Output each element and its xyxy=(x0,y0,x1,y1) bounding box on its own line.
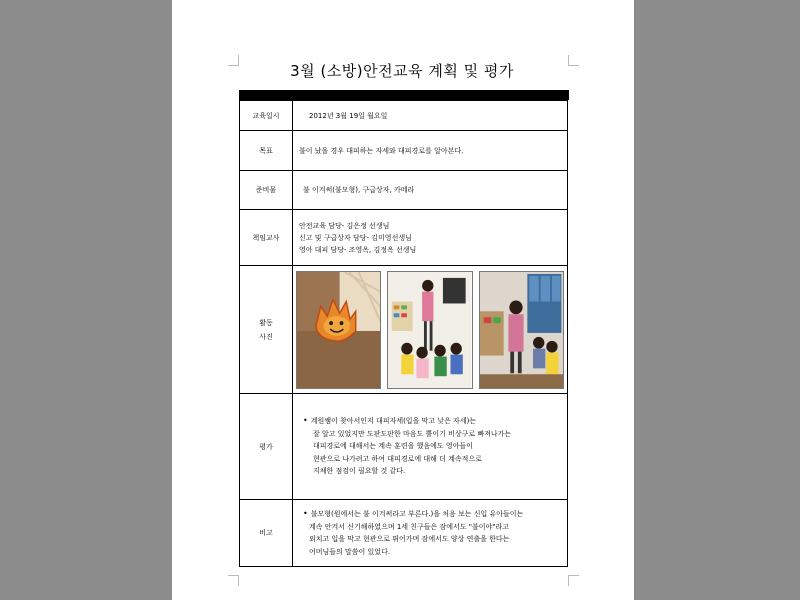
table-row xyxy=(240,394,568,500)
evaluation-content: • 계원쌤이 찾아서인지 대피자세(입을 막고 낮은 자세)는 잘 알고 있었지만 도판도판한 마음도 뿔이기 비상구로 빠져나가는 대피경로에 대해서는 계속 훈련을 했음에도 영아들이 현관으로 나가려고 하여 대피경로에 대해 더 계속적으로 지체한 점검이 필요할 것 같다. xyxy=(293,394,568,500)
table-row xyxy=(240,266,568,394)
teacher-with-children-photo xyxy=(387,271,472,389)
crop-mark xyxy=(568,575,579,586)
table-row xyxy=(240,210,568,266)
document-title: 3월 (소방)안전교육 계획 및 평가 xyxy=(290,62,514,80)
row-content: 2012년 3월 19일 월요일 xyxy=(293,101,568,131)
row-content: 불 이겨써(불모형), 구급상자, 카메라 xyxy=(293,171,568,210)
row-label: 준비물 xyxy=(240,171,293,210)
header-bar xyxy=(239,90,569,100)
table-row xyxy=(240,131,568,171)
table-row xyxy=(240,500,568,567)
fire-mascot-photo xyxy=(296,271,381,389)
row-label: 목표 xyxy=(240,131,293,171)
remarks-content: • 불모형(원에서는 불 이겨써라고 부른다.)을 처음 보는 신입 유아들이는 계속 안겨서 신기해하였으며 1세 친구들은 잠에서도 "불이야"라고 외치고 입을 막고 현관으로 뛰어가며 잠에서도 양상 연출을 한다는 어머님들의 말씀이 있었다. xyxy=(293,500,568,567)
table-row xyxy=(240,171,568,210)
document-page xyxy=(172,0,634,600)
row-label: 활동 사진 xyxy=(240,266,293,394)
row-label: 책임교사 xyxy=(240,210,293,266)
photo-cell xyxy=(293,266,568,394)
row-label: 평가 xyxy=(240,394,293,500)
row-content: 안전교육 담당- 김은정 선생님 신고 및 구급상자 담당- 김미영선생님 영아 대피 담당- 조영옥, 김정옥 선생님 xyxy=(293,210,568,266)
teacher-group-photo xyxy=(479,271,564,389)
crop-mark xyxy=(228,575,239,586)
row-label: 비고 xyxy=(240,500,293,567)
plan-table xyxy=(239,100,568,567)
row-label: 교육일시 xyxy=(240,101,293,131)
row-content: 불이 났을 경우 대피하는 자세와 대피경로를 알아본다. xyxy=(293,131,568,171)
table-row xyxy=(240,101,568,131)
